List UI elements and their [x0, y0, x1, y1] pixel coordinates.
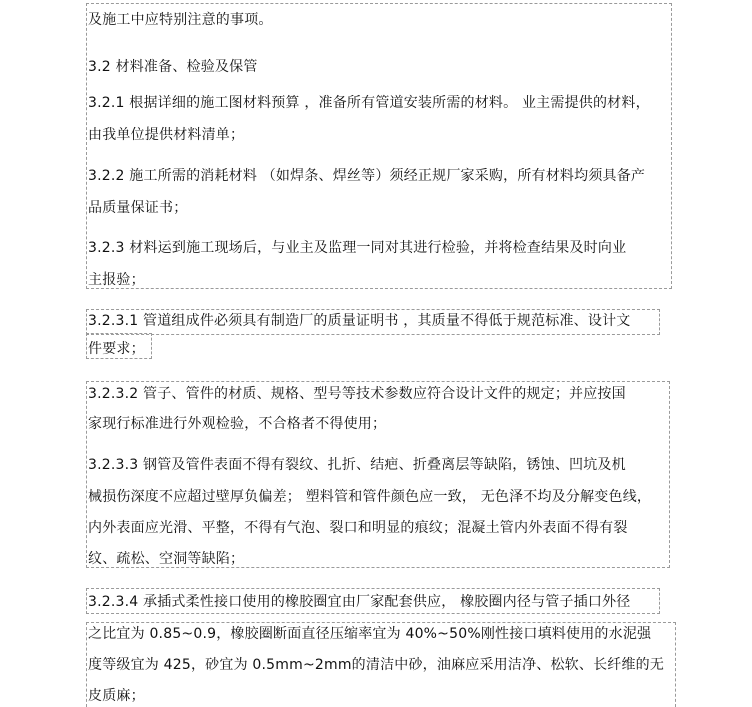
paragraph-3-2-3-4-line1: 3.2.3.4 承插式柔性接口使用的橡胶圈宜由厂家配套供应， 橡胶圈内径与管子插口外径 — [88, 594, 631, 610]
paragraph-3-2-3-2-line1: 3.2.3.2 管子、管件的材质、规格、型号等技术参数应符合设计文件的规定；并应按国 — [88, 386, 626, 402]
paragraph-3-2-3-3-line2: 械损伤深度不应超过壁厚负偏差； 塑料管和管件颜色应一致， 无色泽不均及分解变色线， — [88, 489, 652, 505]
paragraph-3-2-3-1-line2: 件要求； — [88, 341, 145, 357]
paragraph-3-2-2-line2: 品质量保证书； — [88, 200, 188, 216]
paragraph-3-2-1-line2: 由我单位提供材料清单； — [88, 127, 245, 143]
section-heading-3-2: 3.2 材料准备、检验及保管 — [88, 59, 258, 75]
paragraph-3-2-3-3-line4: 纹、疏松、空洞等缺陷； — [88, 551, 245, 567]
paragraph-3-2-3-1-line1: 3.2.3.1 管道组成件必须具有制造厂的质量证明书 ，其质量不得低于规范标准、设计文 — [88, 313, 631, 329]
paragraph-3-2-3-3-line3: 内外表面应光滑、平整，不得有气泡、裂口和明显的痕纹；混凝土管内外表面不得有裂 — [88, 520, 628, 536]
paragraph-3-2-3-line2: 主报验； — [88, 272, 145, 288]
paragraph-3-2-3-2-line2: 家现行标准进行外观检验，不合格者不得使用； — [88, 416, 387, 432]
paragraph-3-2-1-line1: 3.2.1 根据详细的施工图材料预算 ，准备所有管道安装所需的材料。 业主需提供的材料， — [88, 95, 650, 111]
paragraph-3-2-2-line1: 3.2.2 施工所需的消耗材料 （如焊条、焊丝等）须经正规厂家采购，所有材料均须具备产 — [88, 168, 646, 184]
paragraph-3-2-3-4-line3: 度等级宜为 425，砂宜为 0.5mm~2mm的清洁中砂，油麻应采用洁净、松软、长纤维的无 — [88, 657, 665, 673]
paragraph-3-2-3-3-line1: 3.2.3.3 钢管及管件表面不得有裂纹、扎折、结疤、折叠离层等缺陷，锈蚀、凹坑及机 — [88, 457, 626, 473]
paragraph-3-2-3-4-line2: 之比宜为 0.85~0.9，橡胶圈断面直径压缩率宜为 40%~50%刚性接口填料使用的水泥强 — [88, 626, 652, 642]
text-line-intro: 及施工中应特别注意的事项。 — [88, 12, 273, 28]
paragraph-3-2-3-4-line4: 皮质麻； — [88, 688, 145, 704]
paragraph-3-2-3-line1: 3.2.3 材料运到施工现场后，与业主及监理一同对其进行检验，并将检查结果及时向业 — [88, 240, 627, 256]
